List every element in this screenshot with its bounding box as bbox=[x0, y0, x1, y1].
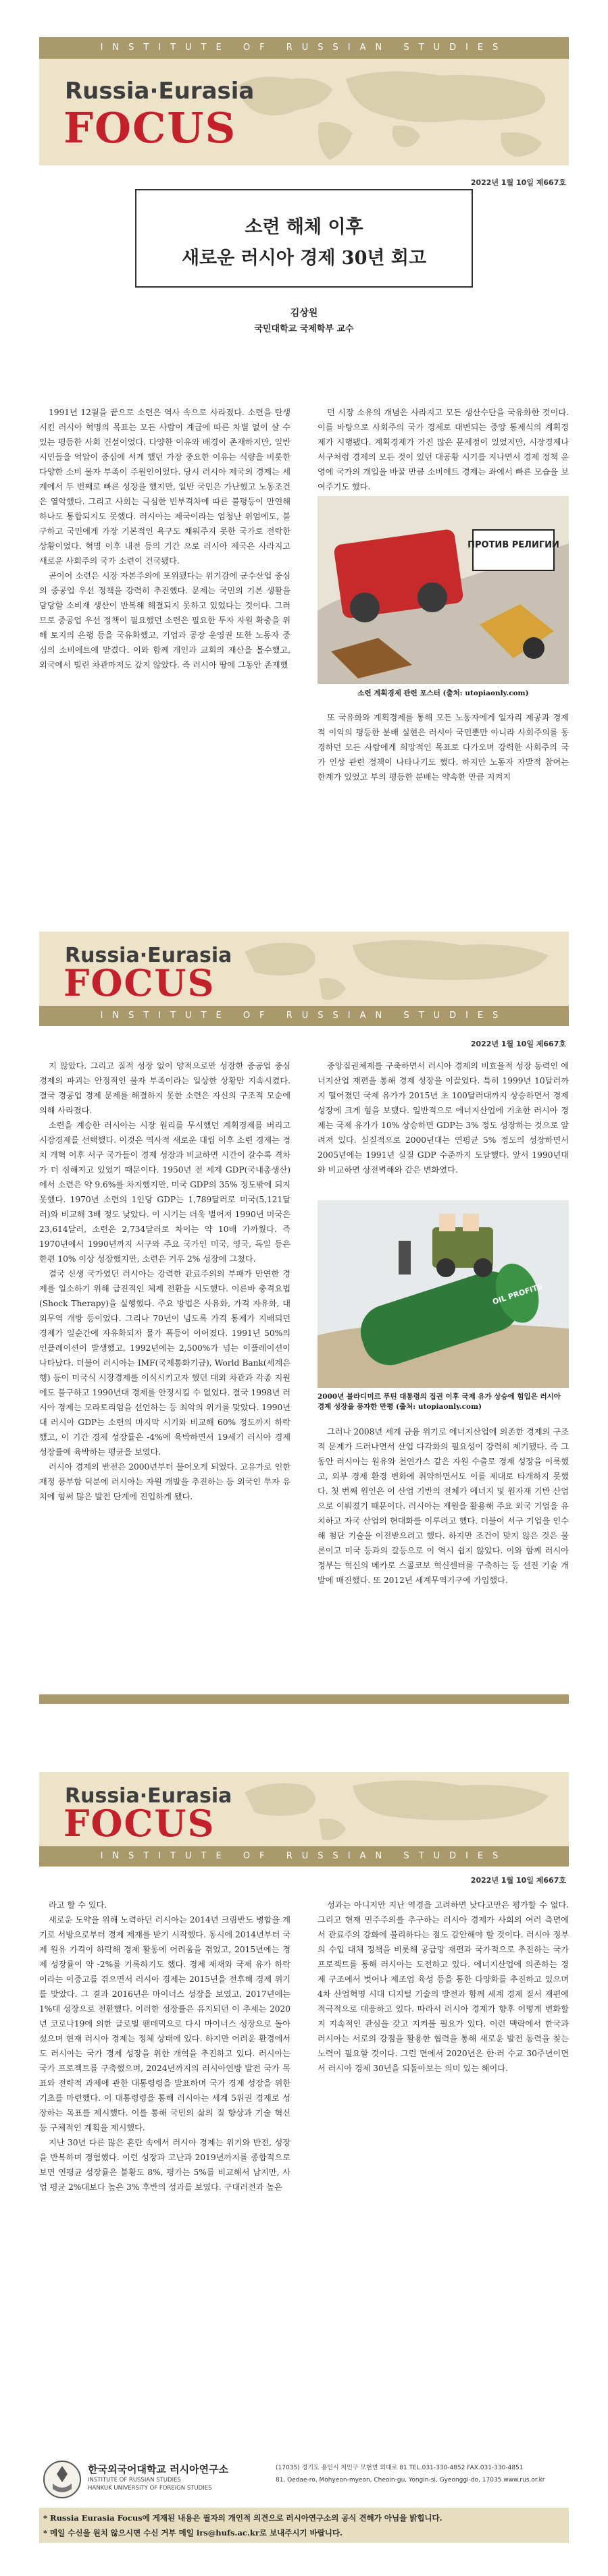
title-line-2: 새로운 러시아 경제 30년 회고 bbox=[181, 248, 427, 269]
institute-address-korean: (17035) 경기도 용인시 처인구 모현면 외대로 81 TEL.031-330-4852 FAX.031-330-4851 bbox=[276, 2465, 524, 2471]
page-1 bbox=[0, 0, 608, 844]
paragraph: 러시아 경제의 반전은 2000년부터 불어오게 되었다. 고유가로 인한 재정 풍부함 덕분에 러시아는 자원 개발을 추진하는 등 외국인 투자 유치에 힘써 많은 발전 단계에 진입하게 됐다. bbox=[39, 1462, 290, 1501]
oil-cartoon-image bbox=[318, 1200, 569, 1388]
brand-russia-eurasia: Russia·Eurasia bbox=[65, 944, 232, 967]
poster-text: ПРОТИВ РЕЛИГИИ bbox=[467, 540, 559, 550]
paragraph: 지 않았다. 그리고 질적 성장 없이 양적으로만 성장한 중공업 중심 경제의 파괴는 안정적인 물자 부족이라는 일상한 상황만 지속시켰다. 결국 경공업 경제 문제를 해결하지 못한 소련은 자신의 구조적 모순에 의해 사라졌다. bbox=[39, 1061, 290, 1115]
institute-university: HANKUK UNIVERSITY OF FOREIGN STUDIES bbox=[88, 2485, 212, 2492]
institute-band: INSTITUTE OF RUSSIAN STUDIES bbox=[39, 1846, 569, 1867]
issue-date: 2022년 1월 10일 제667호 bbox=[470, 1040, 566, 1048]
paragraph: 성과는 아니지만 지난 역경을 고려하면 낮다고만은 평가할 수 없다. 그리고 현재 민주주의를 추구하는 러시아 경제가 사회의 여러 측면에서 관료주의 강화에 불리하다는 점도 감안해야 할 것이다. 러시아 정부의 수입 대체 정책을 비롯해 공급망 재편과 국가적으로 추진하는 국가 프로젝트를 통해 러시아는 도전하고 있다. 에너지산업에 의존하는 경제 구조에서 벗어나 제조업 육성 등을 통한 다양화를 추진하고 있으며 4차 산업혁명 시대 디지털 기술의 발전과 함께 세계 경제 질서 재편에 적극적으로 대응하고 있다. 따라서 러시아 경제가 향후 어떻게 변화할지 지속적인 관심을 갖고 지켜볼 필요가 있다. 이런 맥락에서 한국과 러시아는 서로의 강점을 활용한 협력을 통해 새로운 발전 동력을 찾는 노력이 필요할 것이다. 그런 면에서 2020년은 한·러 수교 30주년이면서 러시아 경제 30년을 되돌아보는 의미 있는 해이다. bbox=[318, 1900, 569, 2073]
brand-russia-eurasia: Russia·Eurasia bbox=[65, 1784, 232, 1808]
soviet-poster-image bbox=[318, 496, 569, 684]
newsletter-header bbox=[39, 932, 569, 1026]
page3-right-column bbox=[318, 1898, 569, 2076]
brand-focus: FOCUS bbox=[64, 1802, 216, 1845]
paragraph: 곧이어 소련은 시장 자본주의에 포위됐다는 위기감에 군수산업 중심의 중공업 우선 정책을 강력히 추진했다. 문제는 국민의 기본 생활을 담당할 소비재 생산이 반복해 해결되지 못하고 있었다는 것이다. 그러므로 중공업 우선 정책이 필요했던 소련은 필요한 투자 자원 확충을 위해 토지의 은행 등을 국유화했고, 기업과 공장 운영권 또한 노동자 중심의 소비에트에 맡겼다. 이와 함께 개인과 교회의 재산을 몰수했고, 외국에서 빌린 차관마저도 갚지 않았다. 즉 러시아 땅에 그동안 존재했 bbox=[39, 571, 290, 670]
page2-left-column bbox=[39, 1058, 290, 1504]
paragraph: 라고 할 수 있다. bbox=[49, 1900, 107, 1910]
paragraph: 지난 30년 다른 많은 혼란 속에서 러시아 경제는 위기와 반전, 성장을 반복하며 경험했다. 이런 성장과 고난과 2019년까지를 종합적으로 보면 연평균 성장률은 불황도 8%, 평가는 5%를 비교해서 남지만, 사업 평균 2%대보다 높은 3% 후반의 성과를 보였다. 구대러전과 높은 bbox=[39, 2138, 290, 2192]
brand-focus: FOCUS bbox=[64, 103, 237, 153]
world-map-graphic bbox=[218, 59, 569, 165]
brand-focus: FOCUS bbox=[64, 961, 216, 1004]
institute-band: INSTITUTE OF RUSSIAN STUDIES bbox=[39, 37, 569, 59]
institute-name-english: INSTITUTE OF RUSSIAN STUDIES bbox=[88, 2477, 181, 2484]
page3-left-column bbox=[39, 1898, 290, 2195]
world-map-graphic bbox=[218, 1772, 569, 1846]
disclaimer-box bbox=[39, 2508, 569, 2543]
paragraph: 1991년 12월을 끝으로 소련은 역사 속으로 사라졌다. 소련을 탄생시킨 러시아 혁명의 목표는 모든 사람이 계급에 따른 차별 없이 살 수 있는 평등한 사회 건설이었다. 다양한 이유와 배경이 존재하지만, 일반 시민들을 억압이 중심에 서게 했던 가장 중요한 이유는 식량을 비롯한 다양한 소비 물자 부족이 주원인이었다. 당시 러시아 제국의 경제는 세계에서 두 번째로 빠른 성장을 했지만, 일반 국민은 가난했고 노동조건은 열악했다. 그리고 사회는 극심한 빈부격차에 따른 불평등이 만연해 하나도 통합되지도 못했다. 러시아는 제국이라는 엄청난 위엄에도, 불구하고 국민에게 가장 기본적인 욕구도 채워주지 못한 국가로 전락한 상황이었다. 혁명 이후 내전 등의 기간 으로 러시아 제국은 사라지고 새로운 사회주의 국가 소련이 건국됐다. bbox=[39, 408, 290, 566]
title-box bbox=[135, 189, 473, 288]
paragraph: 소련을 계승한 러시아는 시장 원리를 무시했던 계획경제를 버리고 시장경제를 선택했다. 이것은 역사적 새로운 대립 이후 소련 경제는 정치 개혁 이후 서구 국가들이 경제 성장과 비교하면 시간이 갈수록 격차가 더 심해지고 있었기 때문이다. 1950년 전 세계 GDP(국내총생산)에서 소련은 약 9.6%를 차지했지만, 미국 GDP의 35% 정도밖에 되지 못했다. 1970년 소련의 1인당 GDP는 1,789달러로 미국(5,121달러)와 비교해 3배 정도 낮았다. 이 시기는 더욱 벌어져 1990년 미국은 23,614달러, 소련은 2,734달러로 차이는 약 10배 가까웠다. 즉 1970년에서 1990년까지 서구와 주요 국가인 미국, 영국, 독일 등은 한편 10% 이상 성장했지만, 소련은 거우 2% 성장에 그쳤다. bbox=[39, 1121, 290, 1264]
figure-caption: 2000년 블라디미르 푸틴 대통령의 집권 이후 국제 유가 상승에 힘입은 러시아 경제 성장을 풍자한 만평 (출처: utopiaonly.com) bbox=[318, 1393, 561, 1411]
paragraph: 결국 신생 국가였던 러시아는 강력한 관료주의의 부패가 만연한 경제를 일소하기 위해 급진적인 체제 전환을 시도했다. 이른바 충격요법(Shock Therapy)을 실행했다. 주요 방법은 사유화, 가격 자유화, 대외무역 개방 등이었다. 그리나 70년이 넘도록 가격 통제가 지배되던 경제가 일순간에 자유화되자 물가 폭등이 이어졌다. 1991년 50%의 인플레이션이 발생했고, 1992년에는 2,500%가 넘는 이플레이션이 나타났다. 더불어 러시아는 IMF(국제통화기금), World Bank(세계은행) 등이 미국식 시장경제를 이식시키고자 했던 대외 차관과 각종 지원에도 불구하고 1990년대 경제를 안정시킬 수 없었다. 결국 1998년 러시아 경제는 모라토리엄을 선언하는 등 최악의 위기를 맞았다. 1990년대 러시아 GDP는 소련의 마지막 시기와 비교해 60% 정도까지 하락했고, 이 기간 경제 성장률은 -4%에 육박하면서 19세기 러시아 경제 성장률에 육박하는 평균을 보였다. bbox=[39, 1269, 290, 1457]
paragraph: 중앙집권체제를 구축하면서 러시아 경제의 비효율적 성장 동력인 에너지산업 재편을 통해 경제 성장을 이끌었다. 특히 1999년 10달러까지 떨어졌던 국제 유가가 2015년 초 100달러대까지 상승하면서 경제 성장에 크게 힘을 보탰다. 일반적으로 에너지산업에 기초한 러시아 경제는 국제 유가가 10% 상승하면 GDP는 3% 정도 성장하는 것으로 알려져 있다. 실질적으로 2000년대는 연평균 5% 정도의 성장하면서 2005년에는 1991년 실질 GDP 수준까지 도달했다. 앞서 1990년대와 비교하면 상전벽해와 같은 변화였다. bbox=[318, 1061, 569, 1175]
institute-name-korean: 한국외국어대학교 러시아연구소 bbox=[88, 2463, 229, 2475]
page1-right-column-bottom bbox=[318, 710, 569, 784]
page-2 bbox=[0, 878, 608, 1711]
barrel-text: OIL PROFITS bbox=[491, 1281, 544, 1307]
page1-left-column bbox=[39, 405, 290, 672]
disclaimer-line: * Russia Eurasia Focus에 게재된 내용은 필자의 개인적 의견으로 러시아연구소의 공식 견해가 아님을 밝힙니다. bbox=[43, 2513, 442, 2523]
title-line-1: 소련 해체 이후 bbox=[245, 217, 363, 238]
newsletter-header bbox=[39, 37, 569, 165]
institute-emblem-icon bbox=[42, 2459, 82, 2500]
paragraph: 그러나 2008년 세계 금융 위기로 에너지산업에 의존한 경제의 구조적 문제가 드러나면서 산업 다각화의 필요성이 강력히 제기됐다. 즉 그동안 러시아는 원유와 천연가스 같은 자원 수출로 경제 성장을 이룩했고, 외부 경제 환경 변화에 취약하면서도 이를 제대로 타개하지 못했다. 첫 번째 원인은 이 산업 기반의 전체가 에너지 및 원자재 기반 산업으로 이뤄졌기 때문이다. 러시아는 재원을 활용해 주요 외국 기업을 유치하고 자국 산업의 현대화를 이루려고 했다. 더불어 서구 기업을 인수해 첨단 기술을 이전받으려고 했다. 하지만 조건이 맞지 않은 것은 물론이고 미국 등과의 갈등으로 이 역시 쉽지 않았다. 이와 함께 러시아 정부는 혁신의 메카로 스콜코보 혁신센터를 구축하는 등 선진 기술 개발에 매진했다. 또 2012년 세계무역기구에 가입했다. bbox=[318, 1427, 569, 1585]
page2-right-column-bottom bbox=[318, 1424, 569, 1588]
author-name: 김상원 bbox=[290, 308, 318, 319]
paragraph: 또 국유화와 계획경제를 통해 모든 노동자에게 일자리 제공과 경제적 이익의 평등한 분배 실현은 러시아 국민뿐만 아니라 사회주의를 동경하던 모든 사람에게 희망적인 목표로 다가오며 강력한 사회주의 국가 인상 관련 정책이 나타나기도 했다. 하지만 노동자 자발적 참여는 한계가 있었고 부의 평등한 분배는 약속한 만큼 지켜지 bbox=[318, 713, 569, 782]
world-map-graphic bbox=[218, 932, 569, 1006]
brand-russia-eurasia: Russia·Eurasia bbox=[65, 78, 255, 105]
unsubscribe-line: * 메일 수신을 원치 않으시면 수신 거부 메일 irs@hufs.ac.kr로 보내주시기 바랍니다. bbox=[43, 2528, 343, 2538]
paragraph: 던 시장 소유의 개념은 사라지고 모든 생산수단을 국유화한 것이다. 이를 바탕으로 사회주의 국가 경제로 대변되는 중앙 통제식의 계획경제가 시행됐다. 계획경제가 가진 많은 문제점이 있었지만, 시장경제나 서구처럼 경제의 모든 것이 있던 대공황 시기를 지나면서 경제 정책 운영에 국가의 개입을 바꿀 만큼 소비에트 경제는 좌에서 빠른 모습을 보여주기도 했다. bbox=[318, 408, 569, 491]
page-bottom-rule bbox=[39, 1694, 569, 1704]
newsletter-header bbox=[39, 1772, 569, 1867]
page1-right-column-top bbox=[318, 405, 569, 494]
page-3 bbox=[0, 1725, 608, 2576]
paragraph: 새로운 도약을 위해 노력하던 러시아는 2014년 크림반도 병합을 계기로 서방으로부터 경제 제재를 받기 시작했다. 동시에 2014년부터 국제 원유 가격이 하락해 경제 활동에 어려움을 겪었고, 2015년에는 경제 성장률이 약 -2%를 기록하기도 했다. 경제 제재와 국제 유가 하락이라는 이중고를 겪으면서 러시아 경제는 2015년을 전후해 경제 위기를 맞았다. 그 결과 2016년은 마이너스 성장을 보였고, 2017년에는 1%대 성장으로 전환했다. 이러한 성장률은 유지되던 이 추세는 2020년 코로나19에 의한 글로벌 팬데믹으로 다시 마이너스 성장으로 돌아섰으며 현재 러시아 경제는 정체 상태에 있다. 하지만 어려운 환경에서도 러시아는 국가 경제 성장을 위한 개혁을 추진하고 있다. 러시아는 국가 프로젝트를 구축했으며, 2024년까지의 러시아연방 발전 국가 목표와 전략적 과제에 관한 대통령령을 발표하며 국가 경제 성장을 위한 기초를 마련했다. 이 대통령령을 통해 러시아는 세계 5위권 경제로 성장하는 목표를 제시했다. 이를 통해 국민의 삶의 질 향상과 기술 혁신 등 구체적인 계획을 제시했다. bbox=[39, 1915, 290, 2132]
institute-band: INSTITUTE OF RUSSIAN STUDIES bbox=[39, 1006, 569, 1026]
page2-right-column-top bbox=[318, 1058, 569, 1177]
issue-date: 2022년 1월 10일 제667호 bbox=[470, 1876, 566, 1885]
issue-date: 2022년 1월 10일 제667호 bbox=[470, 178, 566, 187]
figure-caption: 소련 계획경제 관련 포스터 (출처: utopiaonly.com) bbox=[357, 689, 529, 697]
author-affiliation: 국민대학교 국제학부 교수 bbox=[254, 324, 354, 334]
institute-address-english: 81, Oedae-ro, Mohyeon-myeon, Cheoin-gu, Yongin-si, Gyeonggi-do, 17035 www.rus.or.kr bbox=[276, 2477, 545, 2484]
